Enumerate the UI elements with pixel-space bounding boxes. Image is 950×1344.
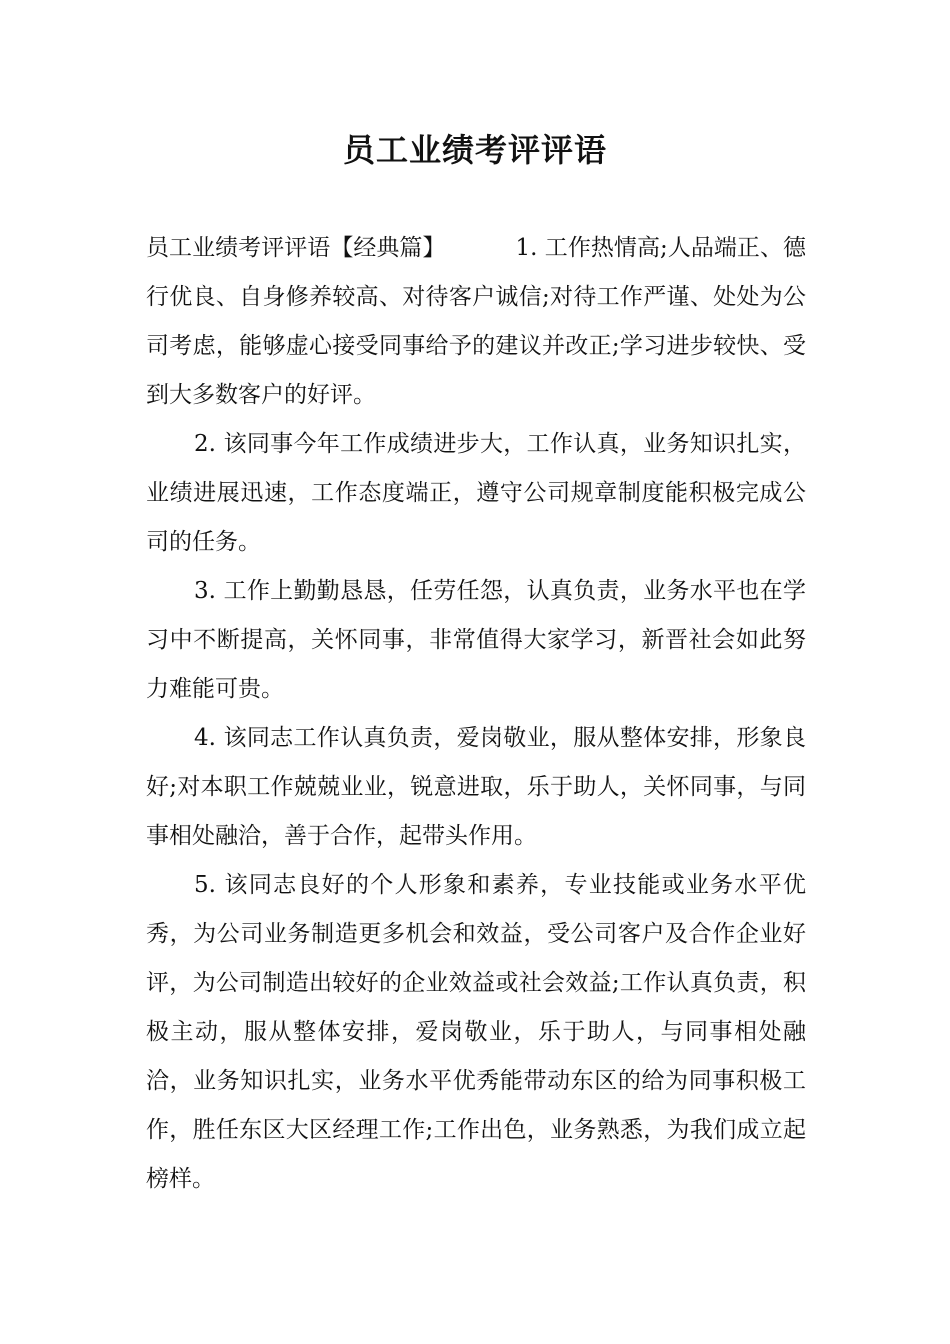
paragraph-item-3: 3. 工作上勤勤恳恳，任劳任怨，认真负责，业务水平也在学习中不断提高，关怀同事，非常值得大家学习，新晋社会如此努力难能可贵。 <box>146 578 806 702</box>
paragraph-intro <box>146 224 806 420</box>
paragraph-item-4: 4. 该同志工作认真负责，爱岗敬业，服从整体安排，形象良好;对本职工作兢兢业业，锐意进取，乐于助人，关怀同事，与同事相处融洽，善于合作，起带头作用。 <box>146 725 806 849</box>
page-title: 员工业绩考评评语 <box>342 131 607 169</box>
intro-item-1: 1. 工作热情高;人品端正、德行优良、自身修养较高、对待客户诚信;对待工作严谨、处处为公司考虑，能够虚心接受同事给予的建议并改正;学习进步较快、受到大多数客户的好评。 <box>146 235 806 408</box>
intro-heading: 员工业绩考评评语【经典篇】 <box>146 235 446 261</box>
document-body <box>146 224 806 1204</box>
paragraph-item-2: 2. 该同事今年工作成绩进步大，工作认真，业务知识扎实，业绩进展迅速，工作态度端正，遵守公司规章制度能积极完成公司的任务。 <box>146 431 806 555</box>
paragraph-item-5: 5. 该同志良好的个人形象和素养，专业技能或业务水平优秀，为公司业务制造更多机会和效益，受公司客户及合作企业好评，为公司制造出较好的企业效益或社会效益;工作认真负责，积极主动，服从整体安排，爱岗敬业，乐于助人，与同事相处融洽，业务知识扎实，业务水平优秀能带动东区的给为同事积极工作，胜任东区大区经理工作;工作出色，业务熟悉，为我们成立起榜样。 <box>146 872 806 1192</box>
